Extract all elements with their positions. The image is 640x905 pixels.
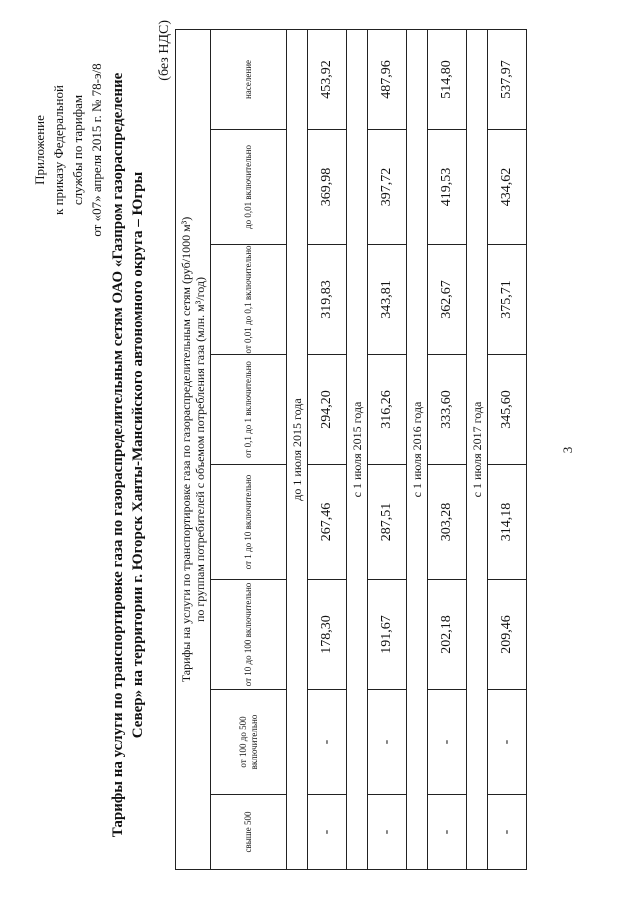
table-cell: -	[488, 795, 527, 870]
table-row	[308, 29, 347, 869]
vat-note: (без НДС)	[157, 20, 172, 81]
period-label: с 1 июля 2017 года	[467, 29, 488, 869]
table-header-line: Тарифы на услуги по транспортировке газа по газораспределительным сетям (руб/1000 м³)	[179, 216, 193, 683]
table-cell: 294,20	[308, 355, 347, 465]
column-header: от 100 до 500 включительно	[211, 690, 287, 795]
table-cell: 191,67	[368, 580, 407, 690]
document-title	[108, 40, 148, 870]
table-cell: -	[488, 690, 527, 795]
table-cell: 178,30	[308, 580, 347, 690]
column-header: до 0,01 включительно	[211, 130, 287, 245]
table-cell: 514,80	[428, 29, 467, 129]
table-header-line: по группам потребителей с объемом потребления газа (млн. м³/год)	[193, 276, 207, 623]
column-header: от 10 до 100 включительно	[211, 580, 287, 690]
document-page	[20, 10, 620, 890]
page-number: 3	[560, 446, 575, 454]
period-label: до 1 июля 2015 года	[287, 29, 308, 869]
period-label: с 1 июля 2015 года	[347, 29, 368, 869]
table-cell: -	[308, 690, 347, 795]
table-cell: 333,60	[428, 355, 467, 465]
table-cell: -	[428, 690, 467, 795]
table-row	[488, 29, 527, 869]
table-cell: 319,83	[308, 245, 347, 355]
title-line: Север» на территории г. Югорск Ханты-Мансийского автономного округа – Югры	[130, 171, 146, 739]
column-header: от 1 до 10 включительно	[211, 465, 287, 580]
table-cell: 375,71	[488, 245, 527, 355]
table-cell: 397,72	[368, 130, 407, 245]
period-label: с 1 июля 2016 года	[407, 29, 428, 869]
table-cell: -	[428, 795, 467, 870]
appendix-line: Приложение	[32, 115, 47, 185]
title-line: Тарифы на услуги по транспортировке газа по газораспределительным сетям ОАО «Газпром газораспределение	[110, 72, 126, 838]
table-row	[368, 29, 407, 869]
appendix-line: к приказу Федеральной	[51, 85, 66, 215]
table-cell: -	[308, 795, 347, 870]
table-cell: 209,46	[488, 580, 527, 690]
table-cell: 537,97	[488, 29, 527, 129]
column-header: население	[211, 29, 287, 129]
table-cell: 343,81	[368, 245, 407, 355]
tariff-table	[175, 29, 527, 870]
table-cell: 434,62	[488, 130, 527, 245]
table-cell: 314,18	[488, 465, 527, 580]
table-cell: -	[368, 690, 407, 795]
table-cell: 267,46	[308, 465, 347, 580]
table-cell: -	[368, 795, 407, 870]
table-cell: 362,67	[428, 245, 467, 355]
column-header: от 0,1 до 1 включительно	[211, 355, 287, 465]
table-cell: 369,98	[308, 130, 347, 245]
table-main-header	[176, 29, 211, 869]
column-header: от 0,01 до 0,1 включительно	[211, 245, 287, 355]
table-cell: 303,28	[428, 465, 467, 580]
table-cell: 316,26	[368, 355, 407, 465]
column-header: свыше 500	[211, 795, 287, 870]
table-cell: 487,96	[368, 29, 407, 129]
table-row	[428, 29, 467, 869]
table-cell: 345,60	[488, 355, 527, 465]
table-cell: 419,53	[428, 130, 467, 245]
appendix-line: службы по тарифам	[70, 94, 85, 206]
appendix-line: от «07» апреля 2015 г. № 78-э/8	[89, 63, 104, 237]
table-cell: 453,92	[308, 29, 347, 129]
table-cell: 202,18	[428, 580, 467, 690]
appendix-block	[30, 30, 106, 270]
table-cell: 287,51	[368, 465, 407, 580]
